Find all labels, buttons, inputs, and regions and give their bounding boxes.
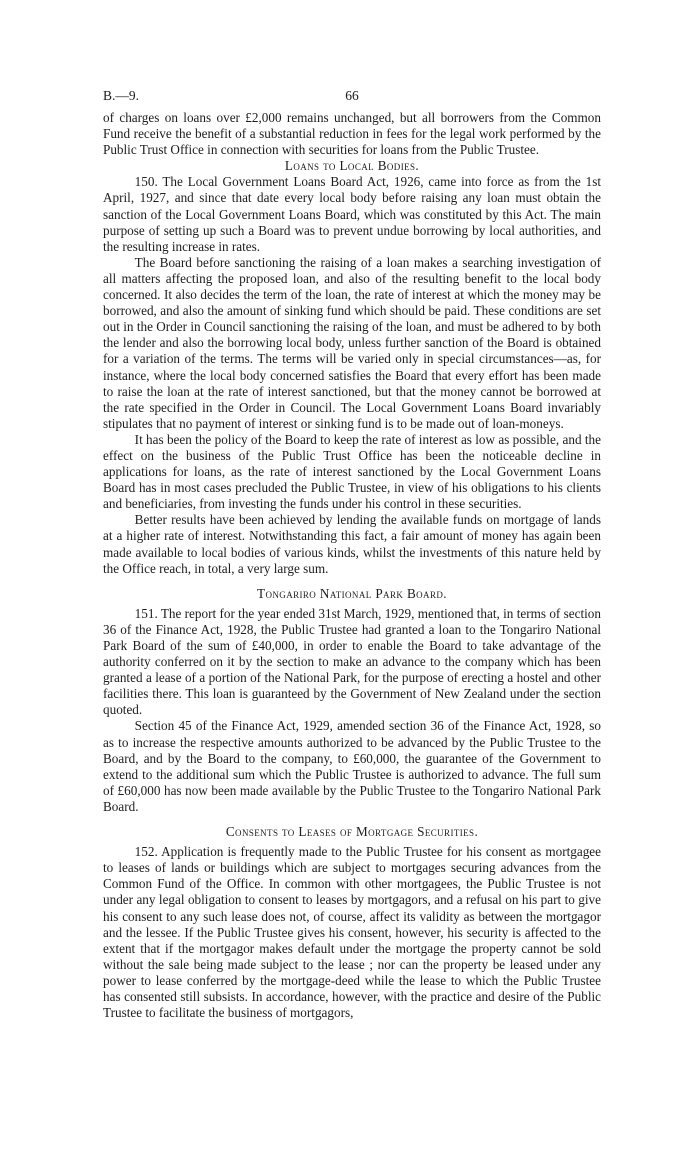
paragraph-150: 150. The Local Government Loans Board Act, 1926, came into force as from the 1st April, 1927, and since that date every local body before raising any loan must obtain the sanction of the Local Government Loans Board, which was constituted by this Act. The main purpose of setting up such a Board was to prevent undue borrowing by local authorities, and the resulting increase in rates. [103,174,601,254]
paragraph-151: 151. The report for the year ended 31st March, 1929, mentioned that, in terms of section 36 of the Finance Act, 1928, the Public Trustee had granted a loan to the Tongariro National Park Board of the sum of £40,000, in order to enable the Board to take advantage of the authority conferred on it by the section to make an advance to the company which has been granted a lease of a portion of the National Park, for the purpose of erecting a hostel and other facilities there. This loan is guaranteed by the Government of New Zealand under the section quoted. [103,605,601,718]
section-heading-tongariro: Tongariro National Park Board. [257,585,447,601]
paragraph-152: 152. Application is frequently made to the Public Trustee for his consent as mortgagee to leases of lands or buildings which are subject to mortgages securing advances from the Common Fund of the Office. In common with other mortgagees, the Public Trustee is not under any legal obligation to consent to leases by mortgagors, and a refusal on his part to give his consent to any such lease does not, of course, affect its validity as between the mortgagor and the lessee. If the Public Trustee gives his consent, however, his security is affected to the extent that if the mortgagor makes default under the mortgage the property cannot be sold without the sale being made subject to the lease ; nor can the property be leased under any power to lease conferred by the mortgage-deed while the lease to which the Public Trustee has consented still subsists. In accordance, however, with the practice and desire of the Public Trustee to facilitate the business of mortgagors, [103,844,601,1021]
page-header [103,88,601,108]
paragraph-section-45: Section 45 of the Finance Act, 1929, amended section 36 of the Finance Act, 1928, so as to increase the respective amounts authorized to be advanced by the Public Trustee to the Board, and by the Board to the company, to £60,000, the guarantee of the Government to extend to the additional sum which the Public Trustee is authorized to advance. The full sum of £60,000 has now been made available by the Public Trustee to the Tongariro National Park Board. [103,718,601,814]
page-number: 66 [345,88,359,103]
document-reference: B.—9. [103,88,140,103]
paragraph-continued: of charges on loans over £2,000 remains unchanged, but all borrowers from the Common Fund receive the benefit of a substantial reduction in fees for the legal work performed by the Public Trust Office in connection with securities for loans from the Public Trustee. [103,110,601,158]
page-body [103,110,601,1021]
section-heading-loans-to-local-bodies: Loans to Local Bodies. [284,158,420,174]
paragraph-board-investigation: The Board before sanctioning the raising of a loan makes a searching investigation of all matters affecting the proposed loan, and also of the resulting benefit to the local body concerned. It also decides the term of the loan, the rate of interest at which the money may be borrowed, and also the amount of sinking fund which should be paid. These conditions are set out in the Order in Council sanctioning the raising of the loan, and must be adhered to by both the lender and also the borrowing local body, unless further sanction of the Board is obtained for a variation of the terms. The terms will be varied only in special circumstances—as, for instance, where the local body concerned satisfies the Board that every effort has been made to raise the loan at the rate of interest sanctioned, but that the money cannot be borrowed at the rate specified in the Order in Council. The Local Government Loans Board invariably stipulates that no payment of interest or sinking fund is to be made out of loan-moneys. [103,254,601,431]
paragraph-better-results: Better results have been achieved by lending the available funds on mortgage of lands at a higher rate of interest. Notwithstanding this fact, a fair amount of money has again been made available to local bodies of various kinds, whilst the investments of this nature held by the Office reach, in total, a very large sum. [103,512,601,576]
section-heading-consents-to-leases: Consents to Leases of Mortgage Securities. [225,824,479,840]
paragraph-board-policy: It has been the policy of the Board to keep the rate of interest as low as possible, and the effect on the business of the Public Trust Office has been the noticeable decline in applications for loans, as the rate of interest sanctioned by the Local Government Loans Board has in most cases precluded the Public Trustee, in view of his obligations to his clients and beneficiaries, from investing the funds under his control in these securities. [103,431,601,512]
